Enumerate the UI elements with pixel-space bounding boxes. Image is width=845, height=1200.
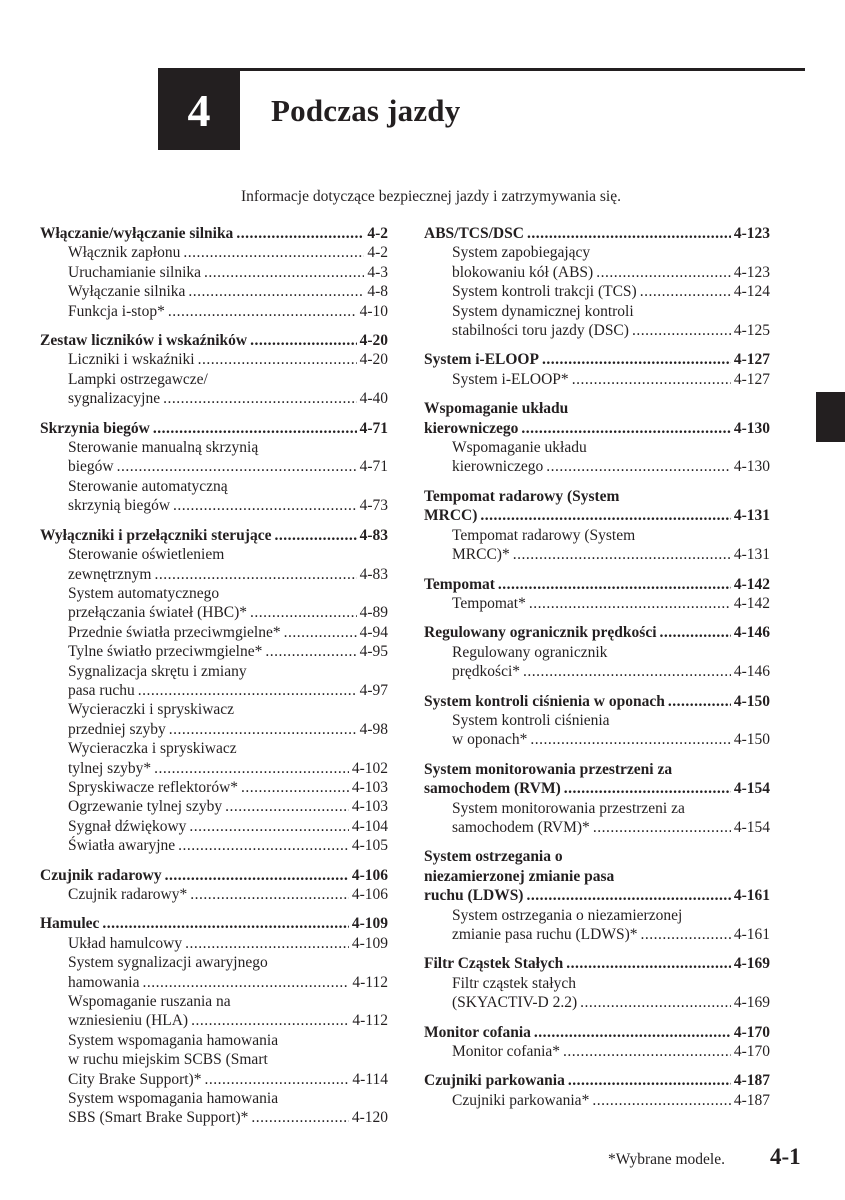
toc-item-text: Monitor cofania* <box>452 1043 561 1061</box>
page-ref: 4-123 <box>733 263 770 281</box>
page-ref: 4-161 <box>733 926 770 943</box>
toc-item-text: przedniej szyby <box>68 720 166 738</box>
dot-leader <box>204 263 364 282</box>
toc-section <box>424 847 770 944</box>
page-ref: 4-3 <box>367 263 388 281</box>
toc-item-text: System i-ELOOP* <box>452 370 569 388</box>
toc-item-line: System dynamicznej kontroli <box>452 302 634 320</box>
toc-section <box>424 399 770 477</box>
dot-leader <box>198 350 357 369</box>
toc-item[interactable] <box>40 973 388 992</box>
dot-leader <box>142 973 349 992</box>
dot-leader <box>117 457 357 476</box>
toc-item[interactable] <box>424 818 770 837</box>
toc-section <box>40 526 388 856</box>
toc-item-text: samochodem (RVM)* <box>452 818 590 836</box>
toc-section <box>424 760 770 838</box>
dot-leader <box>513 545 731 564</box>
section-title[interactable] <box>40 224 388 243</box>
page-ref: 4-71 <box>359 458 388 476</box>
page-ref: 4-112 <box>352 973 388 991</box>
toc-item-text: kierowniczego <box>452 458 544 476</box>
section-title[interactable] <box>424 419 770 438</box>
section-title[interactable] <box>40 331 388 350</box>
dot-leader <box>641 925 731 944</box>
section-title-line: Tempomat radarowy (System <box>424 487 620 505</box>
toc-item[interactable] <box>424 263 770 282</box>
dot-leader <box>542 350 731 369</box>
toc-item-line: Wycieraczka i spryskiwacz <box>68 740 237 758</box>
dot-leader <box>523 662 731 681</box>
toc-item-text: Układ hamulcowy <box>68 934 183 952</box>
toc-item[interactable] <box>40 623 388 642</box>
toc-section <box>40 914 388 1127</box>
dot-leader <box>563 1042 731 1061</box>
section-title-line: System monitorowania przestrzeni za <box>424 760 673 778</box>
page-number: 4-1 <box>770 1144 801 1169</box>
page-ref: 4-187 <box>733 1072 770 1090</box>
toc-item-line: System kontroli ciśnienia <box>452 711 610 729</box>
toc-item-text: biegów <box>68 458 114 476</box>
toc-item-text: sygnalizacyjne <box>68 390 161 408</box>
dot-leader <box>529 594 731 613</box>
section-title-text: samochodem (RVM) <box>424 780 561 798</box>
toc-item[interactable] <box>424 457 770 476</box>
toc-item-text: blokowaniu kół (ABS) <box>452 263 594 281</box>
dot-leader <box>251 1108 348 1127</box>
toc-item-text: pasa ruchu <box>68 681 135 699</box>
page-ref: 4-40 <box>359 390 388 408</box>
toc-item[interactable] <box>40 836 388 855</box>
toc-item[interactable] <box>40 885 388 904</box>
dot-leader <box>564 779 731 798</box>
dot-leader <box>572 370 731 389</box>
toc-item-text: Tempomat* <box>452 594 526 612</box>
toc-item[interactable] <box>424 594 770 613</box>
toc-item-text: MRCC)* <box>452 546 510 564</box>
page-ref: 4-127 <box>733 351 770 369</box>
page-ref: 4-124 <box>733 283 770 301</box>
page-ref: 4-2 <box>367 244 388 262</box>
page-ref: 4-131 <box>733 507 770 525</box>
toc-section <box>424 692 770 750</box>
page-ref: 4-20 <box>359 332 388 350</box>
toc-item-line: Filtr cząstek stałych <box>452 974 576 992</box>
dot-leader <box>154 759 349 778</box>
page-ref: 4-170 <box>733 1043 770 1061</box>
toc-item[interactable] <box>40 797 388 816</box>
toc-section <box>424 575 770 614</box>
section-title-text: Hamulec <box>40 915 100 933</box>
page-ref: 4-106 <box>351 886 388 903</box>
page-ref: 4-83 <box>359 526 388 544</box>
section-title-text: ABS/TCS/DSC <box>424 225 524 242</box>
dot-leader <box>521 419 730 438</box>
dot-leader <box>190 885 349 904</box>
toc-item-text: skrzynią biegów <box>68 497 171 515</box>
page-ref: 4-97 <box>359 681 388 699</box>
dot-leader <box>138 681 357 700</box>
page-ref: 4-142 <box>733 575 770 593</box>
page-ref: 4-2 <box>367 225 388 242</box>
dot-leader <box>274 526 356 545</box>
toc-item-text: tylnej szyby* <box>68 759 152 777</box>
section-title[interactable] <box>424 350 770 369</box>
page-ref: 4-10 <box>359 302 388 320</box>
section-title-text: kierowniczego <box>424 419 519 437</box>
toc-section <box>40 331 388 409</box>
dot-leader <box>480 506 730 525</box>
toc-item-line: Wycieraczki i spryskiwacz <box>68 701 235 719</box>
section-title[interactable] <box>40 866 388 885</box>
dot-leader <box>284 623 357 642</box>
page-ref: 4-170 <box>733 1023 770 1041</box>
page-ref: 4-130 <box>733 419 770 437</box>
toc-item[interactable] <box>40 243 388 262</box>
section-title-text: Czujnik radarowy <box>40 866 162 884</box>
toc-item[interactable] <box>40 759 388 778</box>
section-title[interactable] <box>424 779 770 798</box>
toc-left-column <box>40 224 388 1138</box>
toc-item-line: Sygnalizacja skrętu i zmiany <box>68 662 247 680</box>
section-title-text: System i-ELOOP <box>424 351 539 369</box>
page-ref: 4-105 <box>351 837 388 855</box>
dot-leader <box>660 623 731 642</box>
chapter-intro: Informacje dotyczące bezpiecznej jazdy i zatrzymywania się. <box>241 188 621 205</box>
toc-section <box>424 350 770 389</box>
page-ref: 4-8 <box>367 283 388 301</box>
toc-item[interactable] <box>40 1070 388 1089</box>
dot-leader <box>155 565 357 584</box>
dot-leader <box>168 302 357 321</box>
section-title-text: Wyłączniki i przełączniki sterujące <box>40 526 272 544</box>
page-ref: 4-109 <box>351 934 388 952</box>
toc-item[interactable] <box>424 1091 770 1110</box>
section-title-text: Regulowany ogranicznik prędkości <box>424 624 657 642</box>
dot-leader <box>102 914 348 933</box>
section-title[interactable] <box>424 575 770 594</box>
toc-section <box>40 419 388 516</box>
section-title-text: Monitor cofania <box>424 1023 531 1041</box>
section-title-text: Filtr Cząstek Stałych <box>424 955 564 973</box>
toc-item-line: w ruchu miejskim SCBS (Smart <box>68 1051 268 1069</box>
toc-item-text: Światła awaryjne <box>68 837 176 855</box>
toc-item-line: Wspomaganie układu <box>452 439 587 457</box>
toc-item[interactable] <box>40 603 388 622</box>
section-title[interactable] <box>424 954 770 973</box>
toc-item-text: Funkcja i-stop* <box>68 302 165 320</box>
dot-leader <box>241 778 349 797</box>
toc-item-line: Sterowanie oświetleniem <box>68 546 225 564</box>
toc-section <box>424 1023 770 1062</box>
dot-leader <box>165 866 349 885</box>
toc-item-text: zmianie pasa ruchu (LDWS)* <box>452 926 638 943</box>
page-ref: 4-125 <box>733 322 770 340</box>
section-title[interactable] <box>424 1023 770 1042</box>
toc-item-text: wzniesieniu (HLA) <box>68 1012 189 1030</box>
toc-item[interactable] <box>40 496 388 515</box>
toc-item-text: Uruchamianie silnika <box>68 263 201 281</box>
toc-item[interactable] <box>40 817 388 836</box>
page-ref: 4-98 <box>359 720 388 738</box>
toc-item-text: Wyłączanie silnika <box>68 283 186 301</box>
toc-item-line: Sterowanie automatyczną <box>68 477 228 495</box>
dot-leader <box>153 419 357 438</box>
section-title-text: MRCC) <box>424 507 478 525</box>
toc-item-text: System kontroli trakcji (TCS) <box>452 283 637 301</box>
dot-leader <box>185 934 349 953</box>
toc-item-line: Wspomaganie ruszania na <box>68 993 231 1011</box>
toc-item-text: przełączania świateł (HBC)* <box>68 604 248 622</box>
page-ref: 4-102 <box>351 759 388 777</box>
dot-leader <box>173 496 357 515</box>
dot-leader <box>250 603 357 622</box>
toc-item-text: zewnętrznym <box>68 565 152 583</box>
section-title[interactable] <box>424 623 770 642</box>
toc-right-column <box>424 224 770 1120</box>
section-title[interactable] <box>40 419 388 438</box>
toc-item[interactable] <box>40 263 388 282</box>
section-title-line: Wspomaganie układu <box>424 400 569 418</box>
page-ref: 4-146 <box>733 663 770 681</box>
toc-item-text: Liczniki i wskaźniki <box>68 351 195 369</box>
chapter-title: Podczas jazdy <box>271 93 461 128</box>
dot-leader <box>178 836 349 855</box>
toc-item[interactable] <box>40 934 388 953</box>
toc-item-line: System wspomagania hamowania <box>68 1031 279 1049</box>
toc-item-line: Tempomat radarowy (System <box>452 526 636 544</box>
toc-item-text: Spryskiwacze reflektorów* <box>68 778 239 796</box>
page-ref: 4-104 <box>351 817 388 835</box>
page-ref: 4-109 <box>351 915 388 933</box>
toc-item-line: System sygnalizacji awaryjnego <box>68 954 268 972</box>
page-ref: 4-114 <box>352 1070 388 1088</box>
page-ref: 4-103 <box>351 778 388 796</box>
page-ref: 4-112 <box>352 1012 388 1030</box>
dot-leader <box>593 818 731 837</box>
page-ref: 4-20 <box>359 351 388 369</box>
dot-leader <box>169 720 357 739</box>
page-ref: 4-123 <box>733 225 770 242</box>
toc-item-text: (SKYACTIV-D 2.2) <box>452 994 578 1012</box>
page-ref: 4-95 <box>359 643 388 661</box>
toc-item[interactable] <box>424 282 770 301</box>
dot-leader <box>265 642 356 661</box>
section-title[interactable] <box>40 914 388 933</box>
toc-item-text: Sygnał dźwiękowy <box>68 817 187 835</box>
toc-item[interactable] <box>40 1108 388 1127</box>
section-title[interactable] <box>424 1071 770 1090</box>
page-ref: 4-89 <box>359 604 388 622</box>
dot-leader <box>640 282 731 301</box>
toc-item-text: Ogrzewanie tylnej szyby <box>68 798 223 816</box>
section-title[interactable] <box>40 526 388 545</box>
toc-item-line: System monitorowania przestrzeni za <box>452 799 685 817</box>
dot-leader <box>546 457 731 476</box>
toc-item[interactable] <box>424 370 770 389</box>
dot-leader <box>236 224 364 243</box>
dot-leader <box>566 954 731 973</box>
toc-item-line: System ostrzegania o niezamierzonej <box>452 906 683 924</box>
dot-leader <box>592 1091 731 1110</box>
dot-leader <box>225 797 349 816</box>
dot-leader <box>191 1011 349 1030</box>
page-ref: 4-161 <box>733 887 770 905</box>
dot-leader <box>568 1071 731 1090</box>
toc-item[interactable] <box>424 993 770 1012</box>
dot-leader <box>527 224 731 243</box>
toc-item[interactable] <box>40 1011 388 1030</box>
dot-leader <box>530 730 731 749</box>
toc-item-text: SBS (Smart Brake Support)* <box>68 1109 249 1127</box>
section-title-line: niezamierzonej zmianie pasa <box>424 867 615 885</box>
page-ref: 4-71 <box>359 419 388 437</box>
toc-item[interactable] <box>40 302 388 321</box>
page-ref: 4-169 <box>733 994 770 1012</box>
page-ref: 4-120 <box>351 1109 388 1127</box>
dot-leader <box>189 817 348 836</box>
toc-section <box>424 954 770 1012</box>
toc-item[interactable] <box>424 925 770 944</box>
toc-item-line: System zapobiegający <box>452 244 591 262</box>
toc-item[interactable] <box>40 778 388 797</box>
toc-item[interactable] <box>40 457 388 476</box>
toc-item-text: City Brake Support)* <box>68 1070 202 1088</box>
header-rule <box>158 68 805 71</box>
toc-item[interactable] <box>424 662 770 681</box>
dot-leader <box>580 993 731 1012</box>
section-title[interactable] <box>424 224 770 243</box>
chapter-side-tab <box>816 392 845 442</box>
toc-item[interactable] <box>424 545 770 564</box>
toc-item-text: stabilności toru jazdy (DSC) <box>452 322 629 340</box>
dot-leader <box>534 1023 731 1042</box>
toc-item[interactable] <box>424 730 770 749</box>
toc-section <box>424 1071 770 1110</box>
toc-item[interactable] <box>40 681 388 700</box>
toc-item-line: Sterowanie manualną skrzynią <box>68 439 259 457</box>
section-title-text: Tempomat <box>424 575 495 593</box>
dot-leader <box>596 263 731 282</box>
toc-item[interactable] <box>40 720 388 739</box>
section-title-text: Zestaw liczników i wskaźników <box>40 332 248 350</box>
section-title[interactable] <box>424 692 770 711</box>
section-title[interactable] <box>424 886 770 905</box>
section-title-text: Czujniki parkowania <box>424 1072 565 1090</box>
dot-leader <box>204 1070 349 1089</box>
page-ref: 4-83 <box>359 565 388 583</box>
toc-item-text: w oponach* <box>452 731 528 749</box>
toc-item[interactable] <box>40 565 388 584</box>
page-ref: 4-106 <box>351 866 388 884</box>
dot-leader <box>498 575 731 594</box>
section-title-text: ruchu (LDWS) <box>424 887 524 905</box>
section-title-line: System ostrzegania o <box>424 848 563 866</box>
page-ref: 4-127 <box>733 370 770 388</box>
page-ref: 4-131 <box>733 546 770 564</box>
page-ref: 4-150 <box>733 731 770 749</box>
toc-item-line: System automatycznego <box>68 584 220 602</box>
dot-leader <box>526 886 730 905</box>
toc-item[interactable] <box>40 389 388 408</box>
dot-leader <box>183 243 364 262</box>
dot-leader <box>668 692 731 711</box>
toc-item[interactable] <box>40 350 388 369</box>
page-ref: 4-94 <box>359 623 388 641</box>
toc-section <box>40 224 388 321</box>
page-ref: 4-146 <box>733 624 770 642</box>
page-ref: 4-142 <box>733 594 770 612</box>
section-title-text: Włączanie/wyłączanie silnika <box>40 225 234 242</box>
section-title[interactable] <box>424 506 770 525</box>
toc-item[interactable] <box>40 642 388 661</box>
toc-item-text: Przednie światła przeciwmgielne* <box>68 623 281 641</box>
page-ref: 4-169 <box>733 955 770 973</box>
page-ref: 4-187 <box>733 1091 770 1109</box>
page-ref: 4-73 <box>359 497 388 515</box>
footnote: *Wybrane modele. <box>608 1151 725 1168</box>
dot-leader <box>632 321 731 340</box>
toc-item-line: Lampki ostrzegawcze/ <box>68 370 208 388</box>
page-ref: 4-154 <box>733 818 770 836</box>
toc-item-text: Włącznik zapłonu <box>68 244 181 262</box>
page-ref: 4-103 <box>351 798 388 816</box>
toc-item[interactable] <box>424 321 770 340</box>
toc-section <box>424 623 770 681</box>
toc-item[interactable] <box>424 1042 770 1061</box>
toc-item-text: Tylne światło przeciwmgielne* <box>68 643 263 661</box>
dot-leader <box>163 389 356 408</box>
toc-item-line: System wspomagania hamowania <box>68 1090 279 1108</box>
toc-item-text: hamowania <box>68 973 140 991</box>
dot-leader <box>188 282 364 301</box>
toc-item-text: Czujniki parkowania* <box>452 1091 590 1109</box>
section-title-text: Skrzynia biegów <box>40 419 150 437</box>
page-ref: 4-130 <box>733 458 770 476</box>
toc-item-text: Czujnik radarowy* <box>68 886 188 903</box>
dot-leader <box>250 331 356 350</box>
toc-item[interactable] <box>40 282 388 301</box>
toc-section <box>424 224 770 340</box>
toc-section <box>424 487 770 565</box>
chapter-number: 4 <box>187 84 211 136</box>
chapter-number-box <box>158 70 240 150</box>
section-title-text: System kontroli ciśnienia w oponach <box>424 692 665 710</box>
toc-item-text: prędkości* <box>452 663 521 681</box>
toc-item-line: Regulowany ogranicznik <box>452 643 608 661</box>
page-ref: 4-154 <box>733 780 770 798</box>
toc-section <box>40 866 388 905</box>
page-ref: 4-150 <box>733 692 770 710</box>
